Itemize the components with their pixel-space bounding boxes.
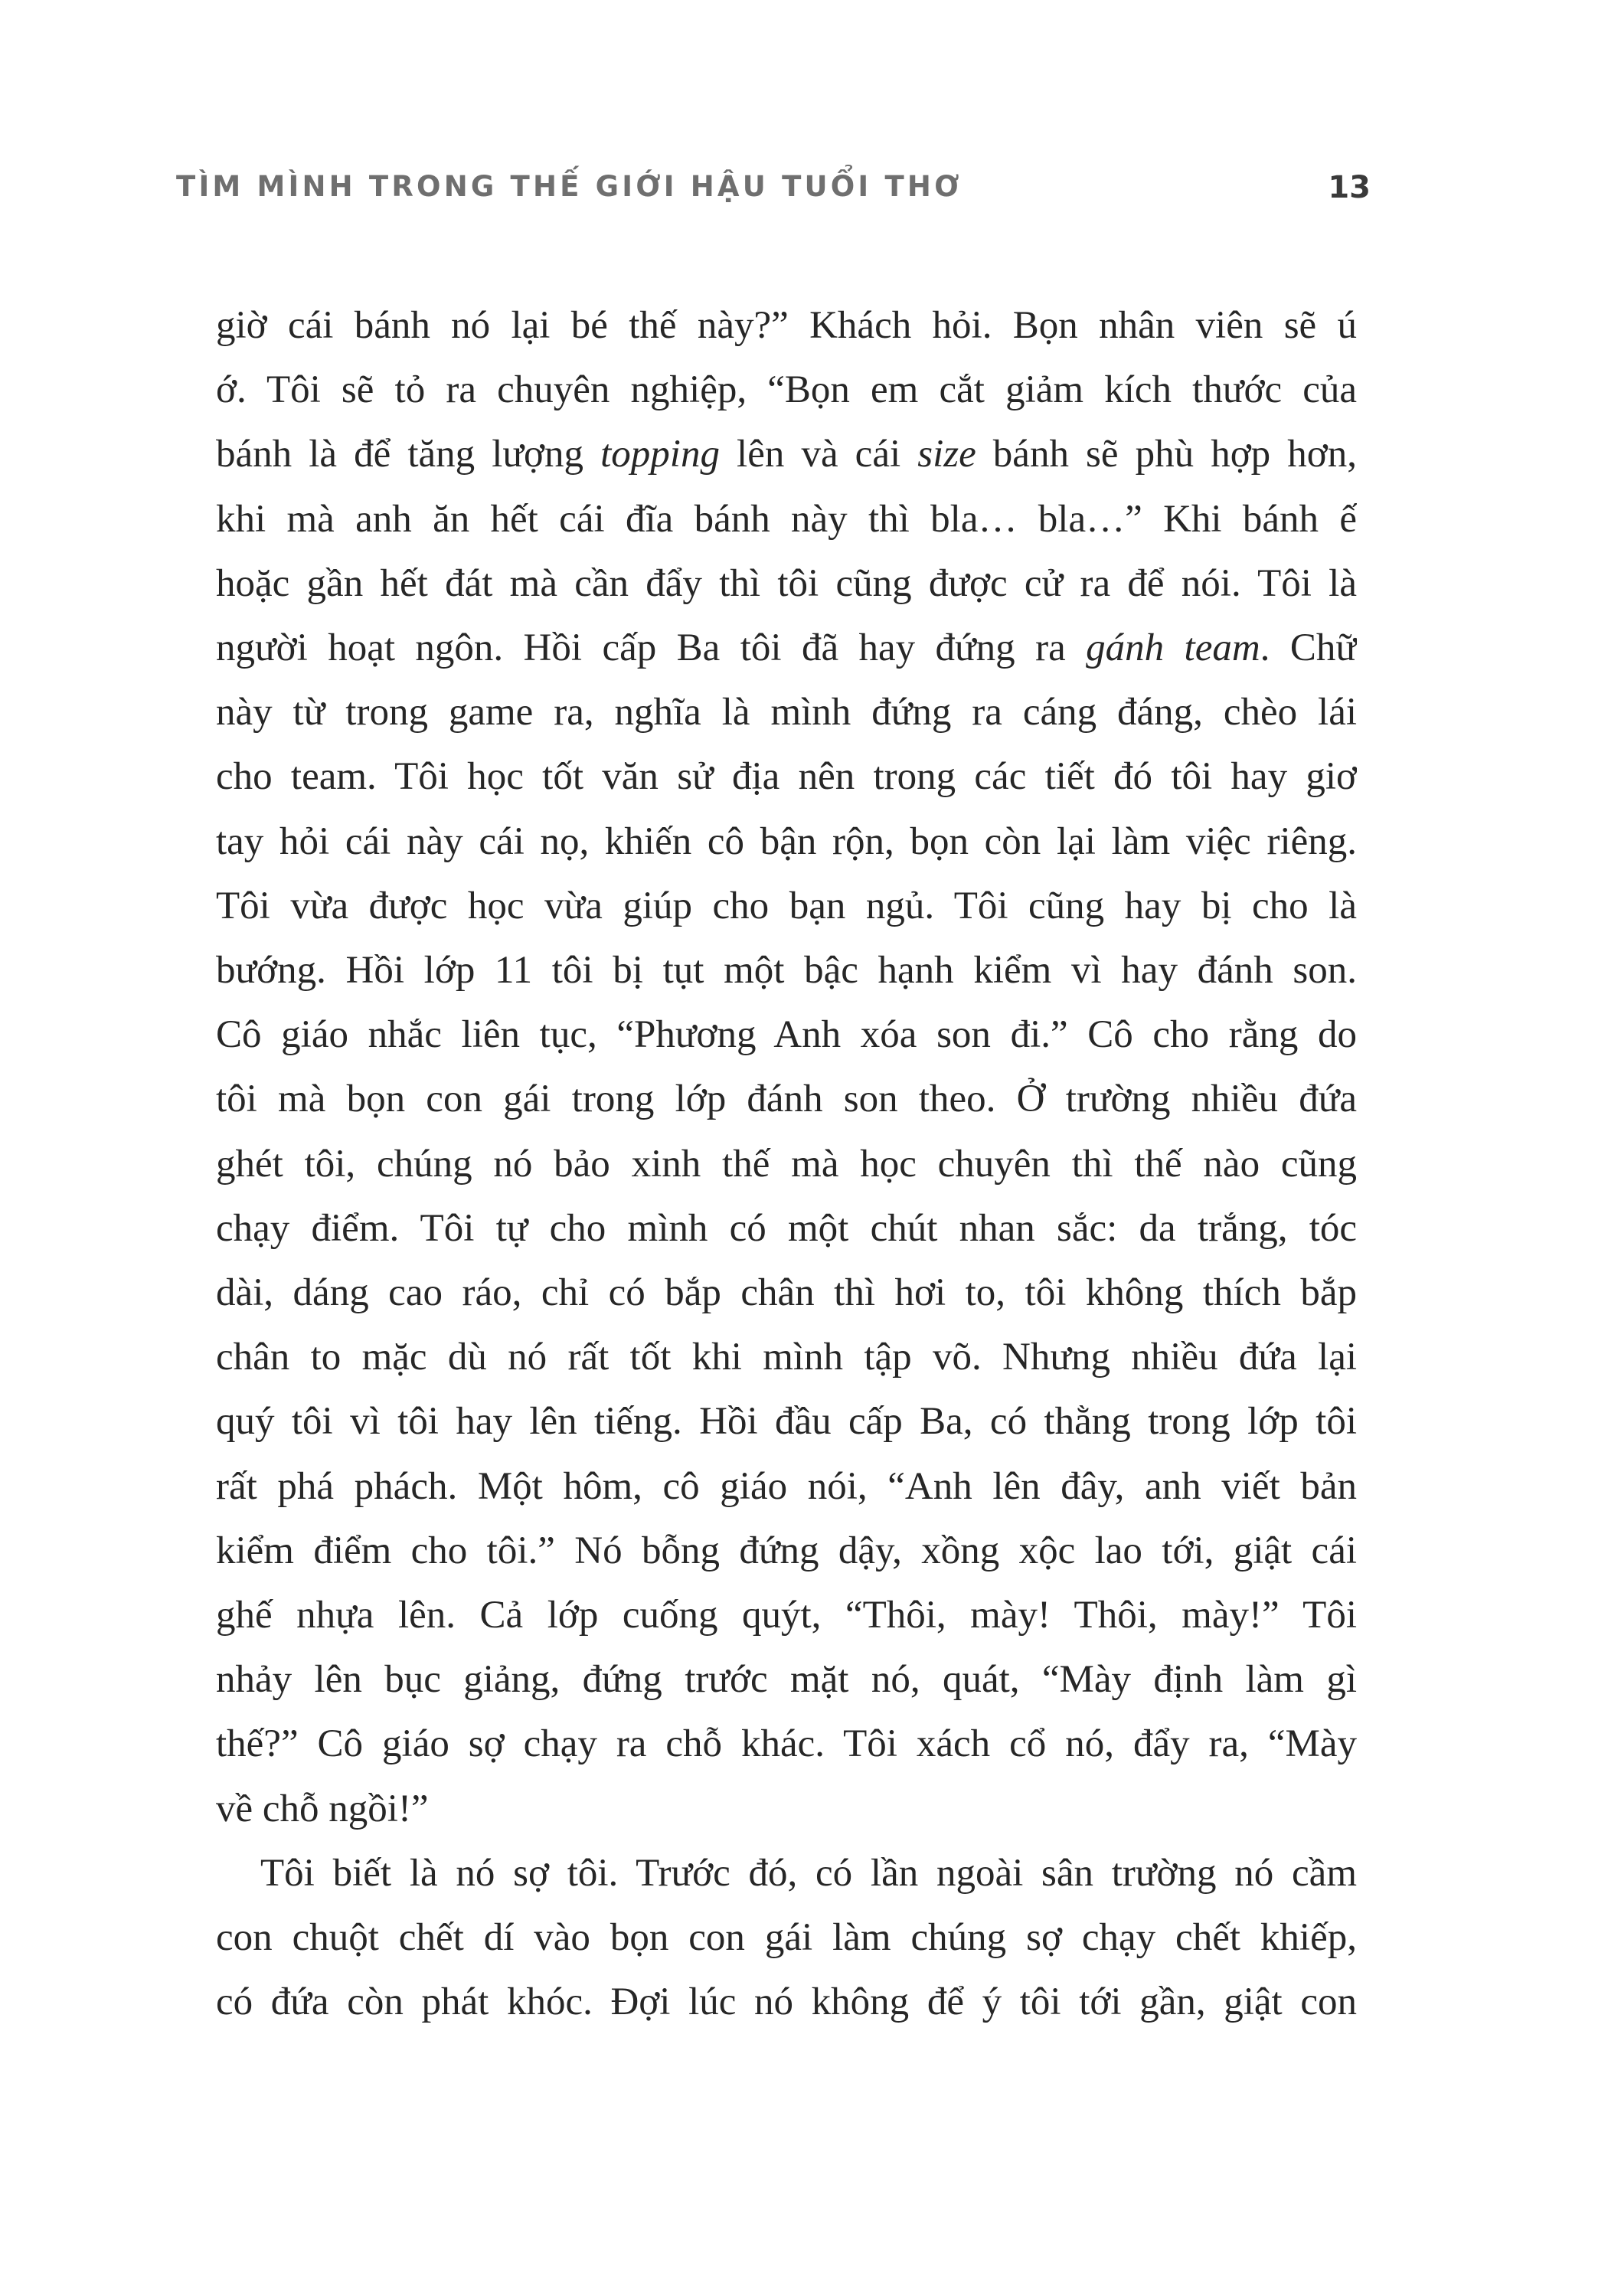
- text-line: kiểm điểm cho tôi.” Nó bỗng đứng dậy, xồng xộc lao tới, giật cái: [216, 1529, 1357, 1572]
- text-line: con chuột chết dí vào bọn con gái làm chúng sợ chạy chết khiếp,: [216, 1916, 1357, 1960]
- text-line: người hoạt ngôn. Hồi cấp Ba tôi đã hay đứng ra gánh team. Chữ: [216, 626, 1357, 670]
- text-line: này từ trong game ra, nghĩa là mình đứng ra cáng đáng, chèo lái: [216, 691, 1357, 734]
- text-line: hoặc gần hết đát mà cần đẩy thì tôi cũng được cử ra để nói. Tôi là: [216, 561, 1357, 605]
- text-line: có đứa còn phát khóc. Đợi lúc nó không để ý tôi tới gần, giật con: [216, 1980, 1357, 2024]
- text-line: Cô giáo nhắc liên tục, “Phương Anh xóa son đi.” Cô cho rằng do: [216, 1013, 1357, 1057]
- text-line: ghét tôi, chúng nó bảo xinh thế mà học chuyên thì thế nào cũng: [216, 1142, 1357, 1186]
- text-line: Tôi biết là nó sợ tôi. Trước đó, có lần ngoài sân trường nó cầm: [260, 1851, 1357, 1895]
- text-line: bướng. Hồi lớp 11 tôi bị tụt một bậc hạnh kiểm vì hay đánh son.: [216, 949, 1357, 993]
- text-line: cho team. Tôi học tốt văn sử địa nên trong các tiết đó tôi hay giơ: [216, 755, 1357, 799]
- body-text: [216, 293, 1357, 2034]
- text-line: rất phá phách. Một hôm, cô giáo nói, “Anh lên đây, anh viết bản: [216, 1464, 1357, 1508]
- text-line: ớ. Tôi sẽ tỏ ra chuyên nghiệp, “Bọn em cắt giảm kích thước của: [216, 368, 1357, 412]
- text-line: tôi mà bọn con gái trong lớp đánh son theo. Ở trường nhiều đứa: [216, 1078, 1357, 1121]
- text-line: chân to mặc dù nó rất tốt khi mình tập võ. Nhưng nhiều đứa lại: [216, 1336, 1357, 1379]
- text-line: quý tôi vì tôi hay lên tiếng. Hồi đầu cấp Ba, có thằng trong lớp tôi: [216, 1400, 1357, 1444]
- running-title: TÌM MÌNH TRONG THẾ GIỚI HẬU TUỔI THƠ: [176, 170, 963, 203]
- text-line: bánh là để tăng lượng topping lên và cái size bánh sẽ phù hợp hơn,: [216, 433, 1357, 476]
- text-line: chạy điểm. Tôi tự cho mình có một chút nhan sắc: da trắng, tóc: [216, 1206, 1357, 1250]
- text-line: dài, dáng cao ráo, chỉ có bắp chân thì hơi to, tôi không thích bắp: [216, 1271, 1357, 1315]
- page-number: 13: [1328, 170, 1371, 205]
- italic-term: topping: [600, 433, 720, 476]
- running-header: [176, 170, 1371, 216]
- italic-term: size: [917, 433, 976, 476]
- text-line: thế?” Cô giáo sợ chạy ra chỗ khác. Tôi xách cổ nó, đẩy ra, “Mày: [216, 1722, 1357, 1766]
- text-line: Tôi vừa được học vừa giúp cho bạn ngủ. Tôi cũng hay bị cho là: [216, 884, 1357, 927]
- text-line: về chỗ ngồi!”: [216, 1787, 429, 1830]
- text-line: giờ cái bánh nó lại bé thế này?” Khách hỏi. Bọn nhân viên sẽ ú: [216, 304, 1357, 347]
- paragraph-2: [216, 1841, 1357, 2035]
- text-line: tay hỏi cái này cái nọ, khiến cô bận rộn, bọn còn lại làm việc riêng.: [216, 819, 1357, 863]
- paragraph-1: [216, 293, 1357, 1841]
- text-line: nhảy lên bục giảng, đứng trước mặt nó, quát, “Mày định làm gì: [216, 1658, 1357, 1702]
- text-line: khi mà anh ăn hết cái đĩa bánh này thì bla… bla…” Khi bánh ế: [216, 497, 1357, 541]
- italic-term: gánh team: [1086, 626, 1260, 670]
- text-line: ghế nhựa lên. Cả lớp cuống quýt, “Thôi, mày! Thôi, mày!” Tôi: [216, 1594, 1357, 1637]
